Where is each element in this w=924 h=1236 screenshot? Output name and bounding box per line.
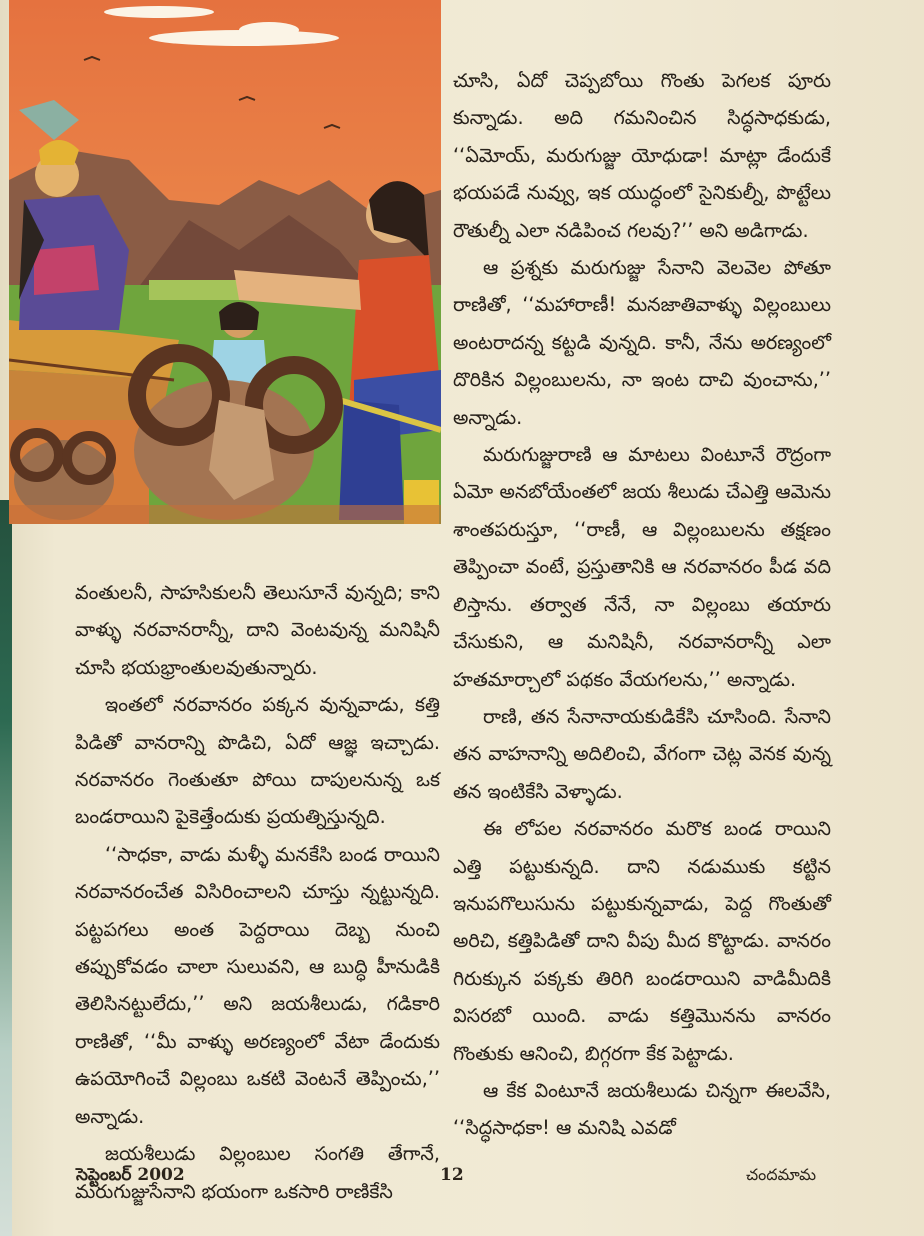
magazine-name: చందమామ — [746, 1165, 817, 1184]
page-number: 12 — [440, 1165, 464, 1185]
paragraph: జయశీలుడు విల్లంబుల సంగతి తేగానే, మరుగుజ్జుసేనాని భయంగా ఒకసారి రాణికేసి — [75, 1142, 440, 1203]
paragraph: రాణి, తన సేనానాయకుడికేసి చూసింది. సేనాని తన వాహనాన్ని అదిలించి, వేగంగా చెట్ల వెనక వున్న తన ఇంటికేసి వెళ్ళాడు. — [453, 704, 831, 803]
paragraph: ‘‘సాధకా, వాడు మళ్ళీ మనకేసి బండ రాయిని నరవానరంచేత విసిరించాలని చూస్తు న్నట్టున్నది. పట్టపగలు అంత పెద్దరాయి దెబ్బ నుంచి తప్పుకోవడం చాలా సులువని, ఆ బుద్ధి హీనుడికి తెలిసినట్టులేదు,’’ అని జయశీలుడు, గడికారి రాణితో, ‘‘మీ వాళ్ళు అరణ్యంలో వేటా డేందుకు ఉపయోగించే విల్లంబు ఒకటి వెంటనే తెప్పించు,’’ అన్నాడు. — [75, 842, 440, 1128]
issue-date: సెప్టెంబర్ 2002 — [76, 1165, 185, 1185]
paragraph: ఆ ప్రశ్నకు మరుగుజ్జు సేనాని వెలవెల పోతూ రాణితో, ‘‘మహారాణీ! మనజాతివాళ్ళు విల్లంబులు అంటరాదన్న కట్టడి వున్నది. కానీ, నేను అరణ్యంలో దొరికిన విల్లంబులను, నా ఇంట దాచి వుంచాను,’’ అన్నాడు. — [453, 256, 831, 429]
right-text-column — [453, 62, 831, 1147]
paragraph: వంతులనీ, సాహసికులనీ తెలుసూనే వున్నది; కాని వాళ్ళు నరవానరాన్నీ, దాని వెంటవున్న మనిషినీ చూసి భయభ్రాంతులవుతున్నారు. — [75, 581, 440, 679]
paragraph: ఆ కేక వింటూనే జయశీలుడు చిన్నగా ఈలవేసి, ‘‘సిద్ధసాధకా! ఆ మనిషి ఎవడో — [453, 1078, 831, 1140]
paragraph: చూసి, ఏదో చెప్పబోయి గొంతు పెగలక పూరు కున్నాడు. అది గమనించిన సిద్ధసాధకుడు, ‘‘ఏమోయ్, మరుగుజ్జు యోధుడా! మాట్లా డేందుకే భయపడే నువ్వు, ఇక యుద్ధంలో సైనికుల్నీ, పొట్టేలు రౌతుల్నీ ఎలా నడిపించ గలవు?’’ అని అడిగాడు. — [453, 69, 831, 242]
left-text-column — [75, 574, 440, 1210]
story-illustration — [9, 0, 441, 524]
adjacent-page-edge — [0, 500, 12, 1236]
paragraph: ఇంతలో నరవానరం పక్కన వున్నవాడు, కత్తి పిడితో వానరాన్ని పొడిచి, ఏదో ఆజ్ఞ ఇచ్చాడు. నరవానరం గెంతుతూ పోయి దాపులనున్న ఒక బండరాయిని పైకెత్తేందుకు ప్రయత్నిస్తున్నది. — [75, 693, 440, 829]
paragraph: మరుగుజ్జురాణి ఆ మాటలు వింటూనే రౌద్రంగా ఏమో అనబోయేంతలో జయ శీలుడు చేఎత్తి ఆమెను శాంతపరుస్తూ, ‘‘రాణీ, ఆ విల్లంబులను తక్షణం తెప్పించా వంటే, ప్రస్తుతానికి ఆ నరవానరం పీడ వది లిస్తాను. తర్వాత నేనే, నా విల్లంబు తయారు చేసుకుని, ఆ మనిషినీ, నరవానరాన్నీ ఎలా హతమార్చాలో పథకం వేయగలను,’’ అన్నాడు. — [453, 443, 831, 691]
paragraph: ఈ లోపల నరవానరం మరొక బండ రాయిని ఎత్తి పట్టుకున్నది. దాని నడుముకు కట్టిన ఇనుపగొలుసును పట్టుకున్నవాడు, పెద్ద గొంతుతో అరిచి, కత్తిపిడితో దాని వీపు మీద కొట్టాడు. వానరం గిరుక్కున పక్కకు తిరిగి బండరాయిని వాడిమీదికి విసరబో యింది. వాడు కత్తిమొనను వానరం గొంతుకు ఆనించి, బిగ్గరగా కేక పెట్టాడు. — [453, 817, 831, 1065]
